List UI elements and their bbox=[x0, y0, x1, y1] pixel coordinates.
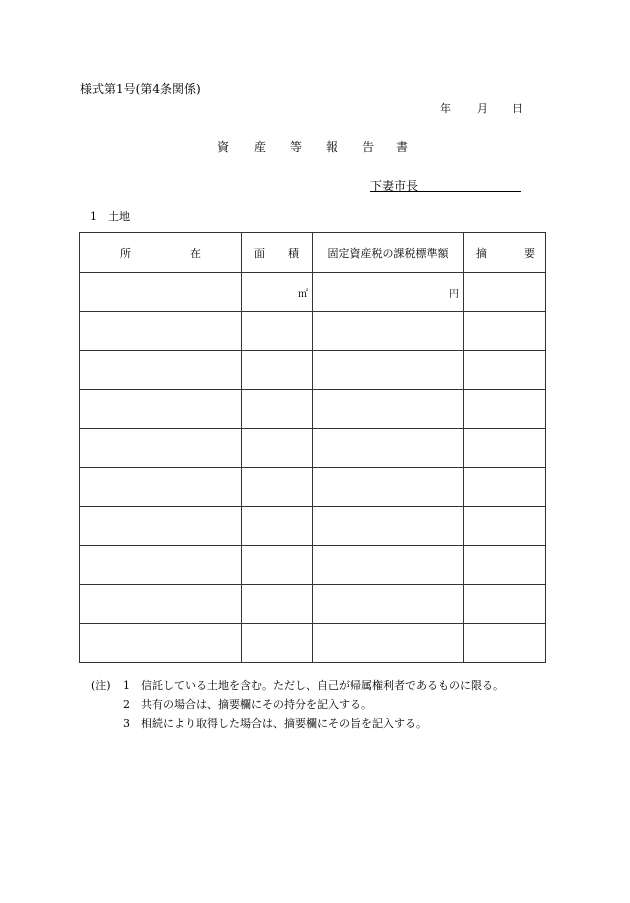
note-text: 信託している土地を含む。ただし、自己が帰属権利者であるものに限る。 bbox=[141, 679, 504, 692]
note-number: 2 bbox=[123, 698, 130, 711]
title-char: 等 bbox=[290, 140, 303, 154]
note-text: 共有の場合は、摘要欄にその持分を記入する。 bbox=[141, 698, 372, 711]
cell-location[interactable] bbox=[80, 351, 242, 390]
cell-location[interactable] bbox=[80, 390, 242, 429]
cell-location[interactable] bbox=[80, 273, 242, 312]
land-table bbox=[79, 232, 546, 663]
title-char: 書 bbox=[396, 140, 409, 154]
cell-remarks[interactable] bbox=[464, 546, 546, 585]
cell-tax-value[interactable] bbox=[313, 624, 464, 663]
tax-value-unit: 円 bbox=[449, 289, 459, 300]
note-number: 3 bbox=[123, 717, 130, 730]
cell-remarks[interactable] bbox=[464, 312, 546, 351]
title-char: 産 bbox=[254, 140, 267, 154]
cell-tax-value[interactable] bbox=[313, 507, 464, 546]
cell-tax-value[interactable] bbox=[313, 273, 464, 312]
cell-area[interactable] bbox=[242, 546, 313, 585]
cell-location[interactable] bbox=[80, 507, 242, 546]
cell-remarks[interactable] bbox=[464, 390, 546, 429]
title-char: 報 bbox=[326, 140, 339, 154]
cell-area[interactable] bbox=[242, 273, 313, 312]
table-row bbox=[80, 390, 546, 429]
note-item bbox=[91, 676, 504, 695]
cell-remarks[interactable] bbox=[464, 468, 546, 507]
header-location: 所 在 bbox=[80, 233, 242, 273]
table-row bbox=[80, 546, 546, 585]
table-row bbox=[80, 312, 546, 351]
cell-remarks[interactable] bbox=[464, 624, 546, 663]
cell-area[interactable] bbox=[242, 624, 313, 663]
section-heading: 1 土地 bbox=[90, 210, 130, 223]
form-number: 様式第1号(第4条関係) bbox=[80, 82, 201, 96]
cell-area[interactable] bbox=[242, 429, 313, 468]
title-char: 告 bbox=[362, 140, 375, 154]
cell-area[interactable] bbox=[242, 507, 313, 546]
cell-location[interactable] bbox=[80, 429, 242, 468]
cell-remarks[interactable] bbox=[464, 351, 546, 390]
cell-tax-value[interactable] bbox=[313, 429, 464, 468]
note-item bbox=[91, 714, 504, 733]
cell-location[interactable] bbox=[80, 624, 242, 663]
table-row bbox=[80, 624, 546, 663]
cell-tax-value[interactable] bbox=[313, 546, 464, 585]
date-year-label: 年 bbox=[440, 102, 451, 115]
cell-area[interactable] bbox=[242, 390, 313, 429]
cell-area[interactable] bbox=[242, 312, 313, 351]
area-unit: ㎡ bbox=[298, 289, 308, 300]
notes bbox=[91, 676, 504, 733]
cell-tax-value[interactable] bbox=[313, 390, 464, 429]
cell-location[interactable] bbox=[80, 585, 242, 624]
cell-remarks[interactable] bbox=[464, 273, 546, 312]
table-row bbox=[80, 273, 546, 312]
table-header-row bbox=[80, 233, 546, 273]
note-item bbox=[91, 695, 504, 714]
table-row bbox=[80, 429, 546, 468]
addressee-underline bbox=[370, 191, 521, 192]
cell-remarks[interactable] bbox=[464, 429, 546, 468]
date-month-label: 月 bbox=[477, 102, 488, 115]
note-text: 相続により取得した場合は、摘要欄にその旨を記入する。 bbox=[141, 717, 427, 730]
cell-tax-value[interactable] bbox=[313, 468, 464, 507]
table-row bbox=[80, 468, 546, 507]
table-row bbox=[80, 585, 546, 624]
cell-remarks[interactable] bbox=[464, 585, 546, 624]
header-area: 面 積 bbox=[242, 233, 313, 273]
cell-area[interactable] bbox=[242, 585, 313, 624]
cell-tax-value[interactable] bbox=[313, 585, 464, 624]
header-remarks: 摘 要 bbox=[464, 233, 546, 273]
title-char: 資 bbox=[217, 140, 230, 154]
table-row bbox=[80, 507, 546, 546]
cell-area[interactable] bbox=[242, 468, 313, 507]
cell-area[interactable] bbox=[242, 351, 313, 390]
cell-location[interactable] bbox=[80, 468, 242, 507]
date-day-label: 日 bbox=[512, 102, 523, 115]
cell-location[interactable] bbox=[80, 546, 242, 585]
addressee: 下妻市長 bbox=[370, 179, 419, 193]
cell-remarks[interactable] bbox=[464, 507, 546, 546]
note-number: 1 bbox=[123, 679, 130, 692]
table-row bbox=[80, 351, 546, 390]
notes-label: (注) bbox=[91, 679, 111, 692]
header-tax-value: 固定資産税の課税標準額 bbox=[313, 233, 464, 273]
cell-location[interactable] bbox=[80, 312, 242, 351]
cell-tax-value[interactable] bbox=[313, 351, 464, 390]
cell-tax-value[interactable] bbox=[313, 312, 464, 351]
